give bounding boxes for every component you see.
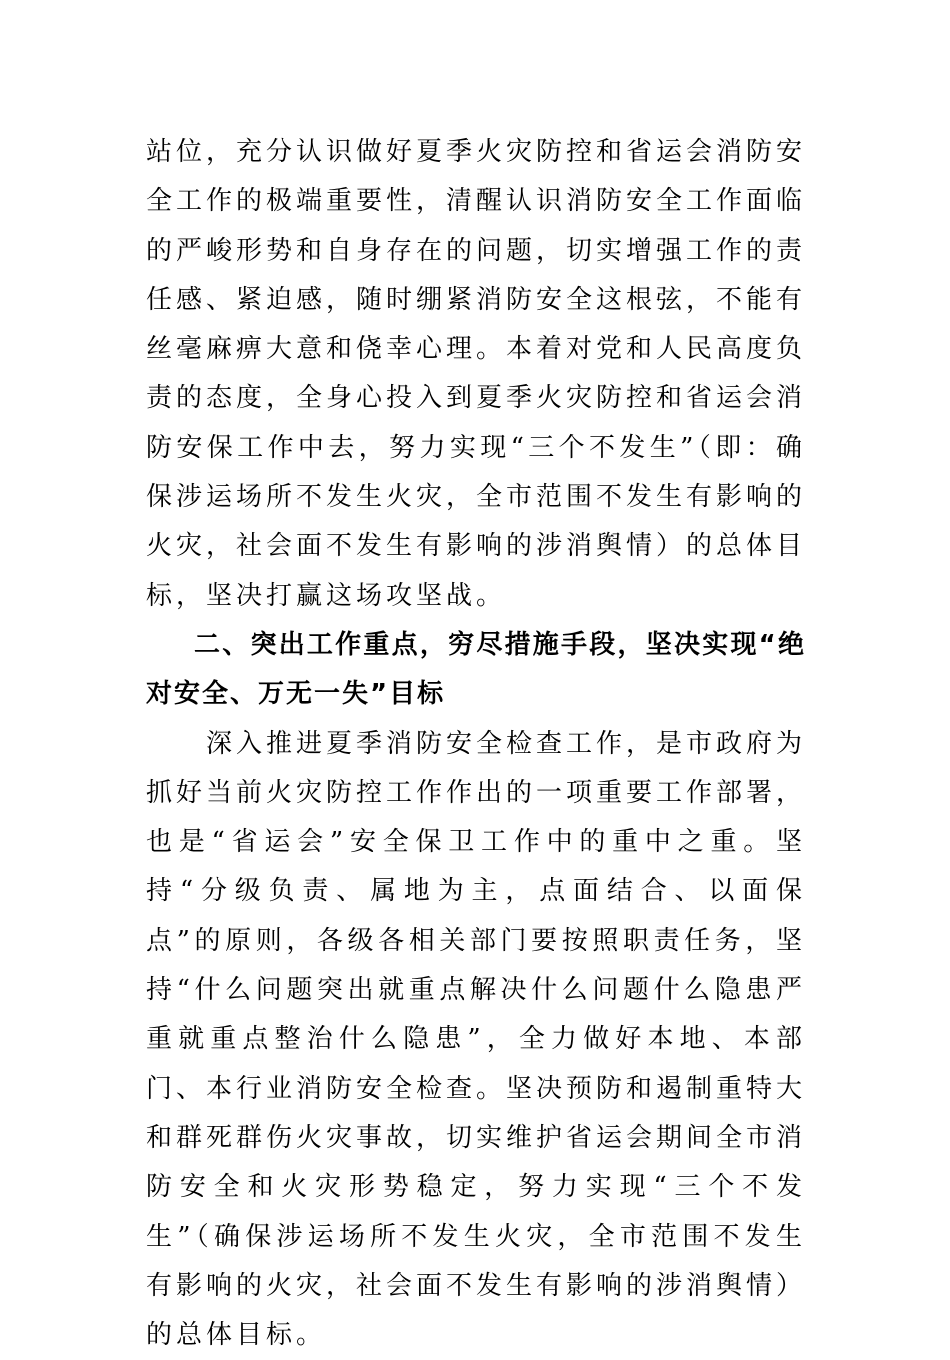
- section-heading: 二、突出工作重点，穷尽措施手段，坚决实现“绝对安全、万无一失”目标: [146, 629, 806, 710]
- document-body: [146, 128, 806, 1360]
- body-paragraph-continuation: 站位，充分认识做好夏季火灾防控和省运会消防安全工作的极端重要性，清醒认识消防安全工作面临的严峻形势和自身存在的问题，切实增强工作的责任感、紧迫感，随时绷紧消防安全这根弦，不能有丝毫麻痹大意和侥幸心理。本着对党和人民高度负责的态度，全身心投入到夏季火灾防控和省运会消防安保工作中去，努力实现“三个不发生”（即：确保涉运场所不发生火灾，全市范围不发生有影响的火灾，社会面不发生有影响的涉消舆情）的总体目标，坚决打赢这场攻坚战。: [146, 137, 807, 611]
- body-paragraph: 深入推进夏季消防安全检查工作，是市政府为抓好当前火灾防控工作作出的一项重要工作部署，也是“省运会”安全保卫工作中的重中之重。坚持“分级负责、属地为主，点面结合、以面保点”的原则，各级各相关部门要按照职责任务，坚持“什么问题突出就重点解决什么问题什么隐患严重就重点整治什么隐患”，全力做好本地、本部门、本行业消防安全检查。坚决预防和遏制重特大和群死群伤火灾事故，切实维护省运会期间全市消防安全和火灾形势稳定，努力实现“三个不发生”（确保涉运场所不发生火灾，全市范围不发生有影响的火灾，社会面不发生有影响的涉消舆情）的总体目标。: [146, 728, 807, 1351]
